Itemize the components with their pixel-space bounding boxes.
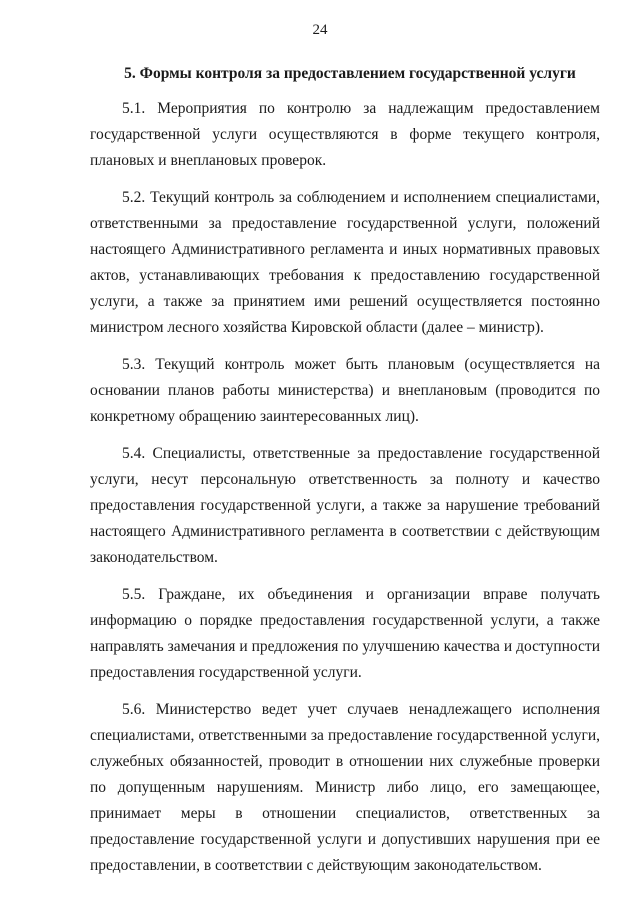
section-title: 5. Формы контроля за предоставлением государственной услуги: [124, 65, 576, 82]
paragraph-5-2: 5.2. Текущий контроль за соблюдением и исполнением специалистами, ответственными за предоставление государственной услуги, положений настоящего Административного регламента и иных нормативных правовых актов, устанавливающих требования к предоставлению государственной услуги, а также за принятием ими решений осуществляется постоянно министром лесного хозяйства Кировской области (далее – министр).: [90, 189, 600, 336]
paragraph-5-5: 5.5. Граждане, их объединения и организации вправе получать информацию о порядке предоставления государственной услуги, а также направлять замечания и предложения по улучшению качества и доступности предоставления государственной услуги.: [90, 586, 600, 681]
paragraph-5-4: 5.4. Специалисты, ответственные за предоставление государственной услуги, несут персональную ответственность за полноту и качество предоставления государственной услуги, а также за нарушение требований настоящего Административного регламента в соответствии с действующим законодательством.: [90, 445, 600, 566]
paragraph-5-1: 5.1. Мероприятия по контролю за надлежащим предоставлением государственной услуги осуществляются в форме текущего контроля, плановых и внеплановых проверок.: [90, 100, 600, 169]
paragraph-5-6: 5.6. Министерство ведет учет случаев ненадлежащего исполнения специалистами, ответственными за предоставление государственной услуги, служебных обязанностей, проводит в отношении них служебные проверки по допущенным нарушениям. Министр либо лицо, его замещающее, принимает меры в отношении специалистов, ответственных за предоставление государственной услуги и допустивших нарушения при ее предоставлении, в соответствии с действующим законодательством.: [90, 701, 600, 874]
document-body: [90, 96, 600, 890]
page-number: 24: [312, 22, 328, 38]
paragraph-5-3: 5.3. Текущий контроль может быть плановым (осуществляется на основании планов работы министерства) и внеплановым (проводится по конкретному обращению заинтересованных лиц).: [90, 356, 600, 425]
